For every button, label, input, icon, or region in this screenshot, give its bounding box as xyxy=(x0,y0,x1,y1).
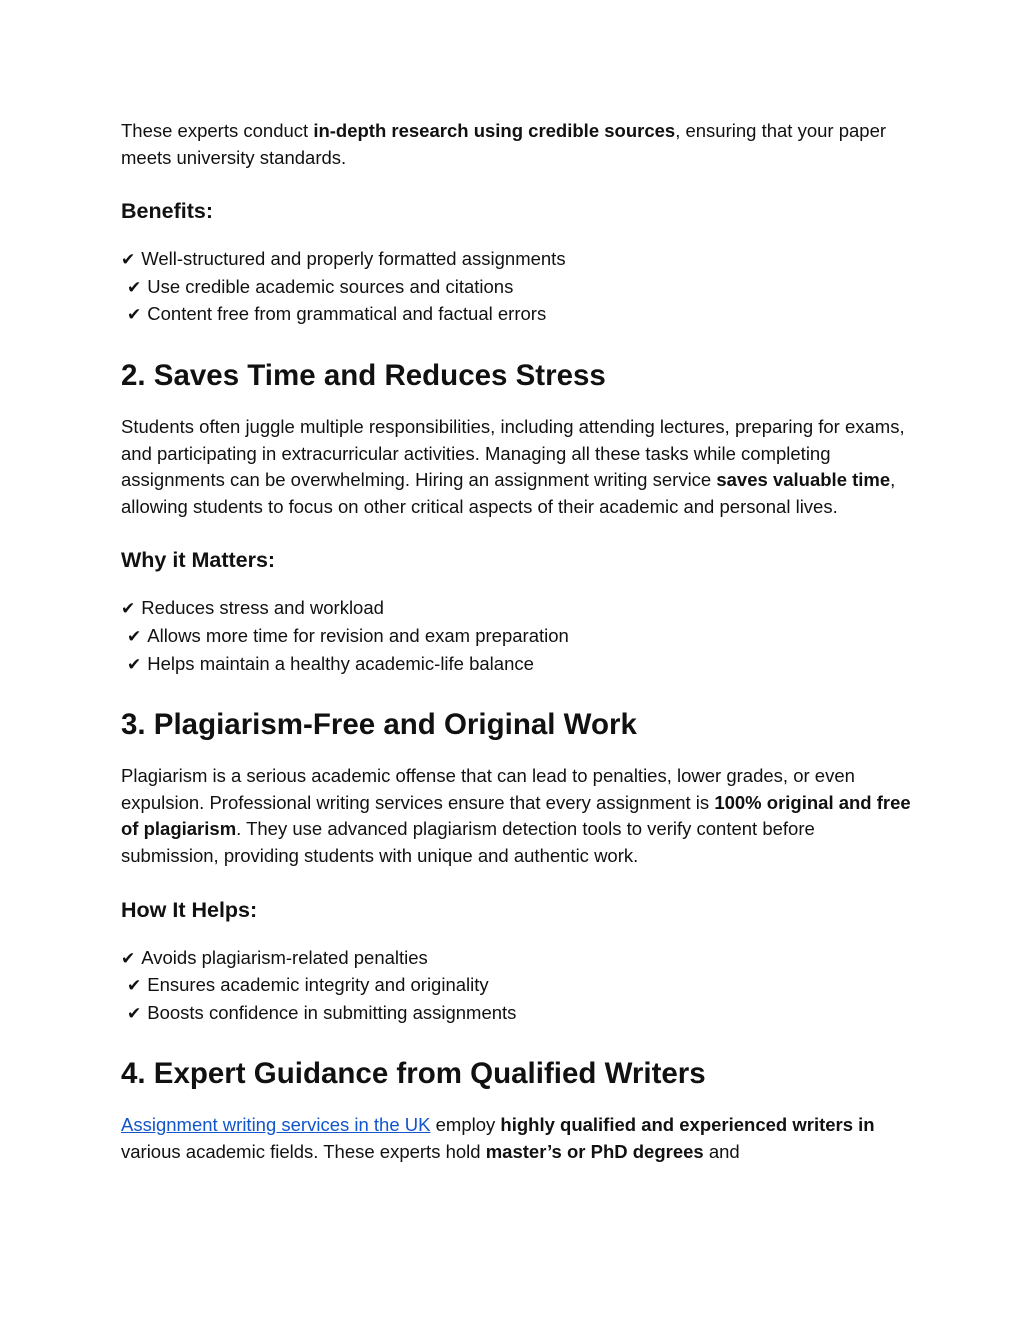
checkmark-icon: ✔ xyxy=(127,626,142,647)
list-item: ✔ Reduces stress and workload xyxy=(121,597,384,620)
benefits-list xyxy=(121,246,911,329)
how-it-helps-list xyxy=(121,945,911,1028)
section-4-paragraph: Assignment writing services in the UK employ highly qualified and experienced writers in various academic fields. These experts hold master’s or PhD degrees and xyxy=(121,1114,875,1162)
list-item: ✔ Boosts confidence in submitting assignments xyxy=(127,1001,517,1024)
checkmark-icon: ✔ xyxy=(121,948,136,969)
section-2-paragraph: Students often juggle multiple responsibilities, including attending lectures, preparing for exams, and participating in extracurricular activities. Managing all these tasks while completing assignments can be overwhelming. Hiring an assignment writing service saves valuable time, allowing students to focus on other critical aspects of their academic and personal lives. xyxy=(121,415,905,517)
why-it-matters-list xyxy=(121,595,911,678)
section-4-heading: 4. Expert Guidance from Qualified Writers xyxy=(121,1057,706,1091)
document-body xyxy=(121,118,911,1165)
list-item: ✔ Well-structured and properly formatted assignments xyxy=(121,248,566,271)
list-item: ✔ Avoids plagiarism-related penalties xyxy=(121,946,428,969)
list-item: ✔ Helps maintain a healthy academic-life balance xyxy=(127,652,534,675)
how-it-helps-heading: How It Helps: xyxy=(121,897,258,922)
checkmark-icon: ✔ xyxy=(127,277,142,298)
list-item: ✔ Use credible academic sources and citations xyxy=(127,275,514,298)
list-item: ✔ Content free from grammatical and factual errors xyxy=(127,303,547,326)
intro-text: These experts conduct xyxy=(121,120,314,141)
checkmark-icon: ✔ xyxy=(127,976,142,997)
list-item: ✔ Ensures academic integrity and originality xyxy=(127,974,489,997)
checkmark-icon: ✔ xyxy=(121,599,136,620)
assignment-services-link[interactable]: Assignment writing services in the UK xyxy=(121,1114,431,1136)
checkmark-icon: ✔ xyxy=(121,250,136,271)
intro-text-end: , ensuring that your paper meets university standards. xyxy=(121,120,887,168)
list-item: ✔ Allows more time for revision and exam preparation xyxy=(127,624,569,647)
section-3-heading: 3. Plagiarism-Free and Original Work xyxy=(121,708,637,742)
why-it-matters-heading: Why it Matters: xyxy=(121,548,276,573)
checkmark-icon: ✔ xyxy=(127,654,142,675)
checkmark-icon: ✔ xyxy=(127,1003,142,1024)
section-2-heading: 2. Saves Time and Reduces Stress xyxy=(121,358,606,392)
intro-bold: in-depth research using credible sources xyxy=(313,120,676,141)
checkmark-icon: ✔ xyxy=(127,305,142,326)
intro-paragraph xyxy=(121,118,911,171)
section-3-paragraph: Plagiarism is a serious academic offense that can lead to penalties, lower grades, or even expulsion. Professional writing services ensure that every assignment is 100% original and free of plagiarism. They use advanced plagiarism detection tools to verify content before submission, providing students with unique and authentic work. xyxy=(121,765,911,866)
benefits-heading: Benefits: xyxy=(121,199,213,224)
